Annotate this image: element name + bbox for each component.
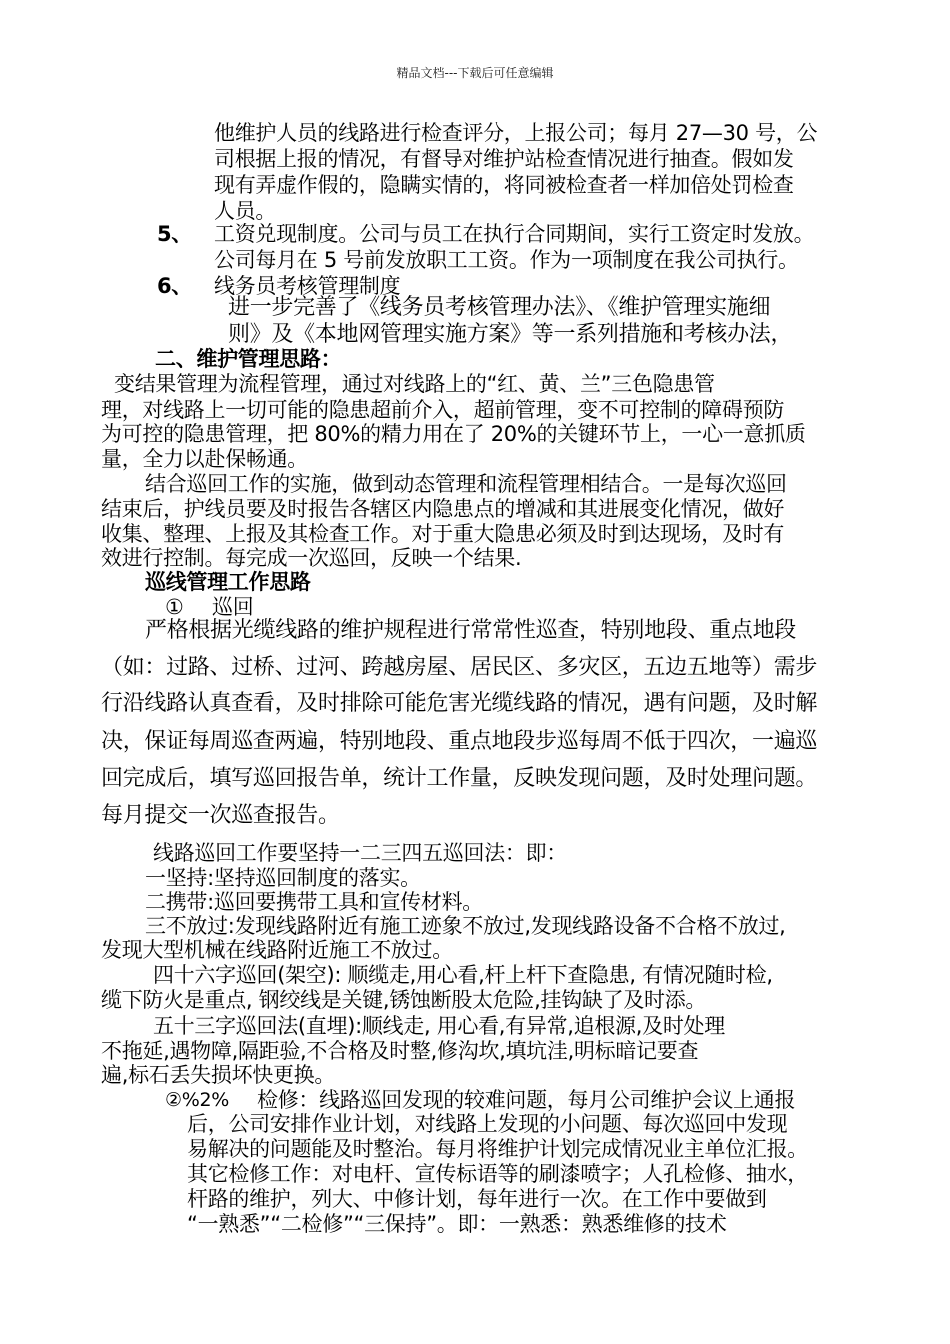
text-line: 理，对线路上一切可能的隐患超前介入，超前管理，变不可控制的障碍预防 [101, 398, 785, 422]
list-number: 5、 [157, 222, 193, 246]
text-line: （如：过路、过桥、过河、跨越房屋、居民区、多灾区，五边五地等）需步 [101, 655, 818, 680]
text-line: 三不放过:发现线路附近有施工迹象不放过,发现线路设备不合格不放过, [145, 914, 786, 938]
text-line: 行沿线路认真查看，及时排除可能危害光缆线路的情况，遇有问题，及时解 [101, 691, 818, 716]
circled-number: ① [165, 595, 184, 619]
text-line: 量，全力以赴保畅通。 [101, 447, 308, 471]
text-line: “一熟悉”“二检修”“三保持”。即：一熟悉：熟悉维修的技术 [187, 1212, 727, 1236]
text-line: 发现大型机械在线路附近施工不放过。 [101, 938, 453, 962]
text-line: 四十六字巡回(架空): 顺缆走,用心看,杆上杆下查隐患, 有情况随时检, [153, 963, 773, 987]
text-line: 现有弄虚作假的，隐瞒实情的，将同被检查者一样加倍处罚检查 [214, 173, 794, 197]
text-line: 结束后，护线员要及时报告各辖区内隐患点的增减和其进展变化情况，做好 [101, 497, 785, 521]
text-line: 变结果管理为流程管理，通过对线路上的“红、黄、兰”三色隐患管 [114, 372, 715, 396]
list-marker: ②%2% [165, 1089, 230, 1111]
text-line: 收集、整理、上报及其检查工作。对于重大隐患必须及时到达现场，及时有 [101, 522, 785, 546]
text-line: 则》及《本地网管理实施方案》等一系列措施和考核办法， [228, 322, 793, 347]
list-number: 6、 [157, 274, 193, 298]
text-line: 效进行控制。每完成一次巡回，反映一个结果. [101, 546, 522, 570]
text-line: 司根据上报的情况，有督导对维护站检查情况进行抽查。假如发 [214, 147, 794, 171]
text-line: 结合巡回工作的实施，做到动态管理和流程管理相结合。一是每次巡回 [145, 472, 787, 496]
text-line: 决，保证每周巡查两遍，特别地段、重点地段步巡每周不低于四次，一遍巡 [101, 729, 818, 754]
text-line: 杆路的维护，列大、中修计划，每年进行一次。在工作中要做到 [187, 1187, 767, 1211]
section-heading: 巡线管理工作思路 [145, 570, 311, 594]
text-line: 每月提交一次巡查报告。 [101, 803, 340, 828]
text-line: 其它检修工作：对电杆、宣传标语等的刷漆喷字；人孔检修、抽水， [187, 1162, 808, 1186]
text-line: 易解决的问题能及时整治。每月将维护计划完成情况业主单位汇报。 [187, 1137, 808, 1161]
text-line: 线路巡回工作要坚持一二三四五巡回法：即： [153, 841, 567, 865]
text-line: 一坚持:坚持巡回制度的落实。 [145, 866, 421, 890]
text-line: 回完成后，填写巡回报告单，统计工作量，反映发现问题，及时处理问题。 [101, 766, 818, 791]
text-line: 巡回 [212, 595, 254, 619]
text-line: 二携带:巡回要携带工具和宣传材料。 [145, 890, 483, 914]
text-line: 工资兑现制度。公司与员工在执行合同期间，实行工资定时发放。 [214, 222, 815, 246]
text-line: 后，公司安排作业计划，对线路上发现的小问题、每次巡回中发现 [187, 1112, 788, 1136]
text-line: 线务员考核管理制度 [214, 274, 401, 298]
text-line: 不拖延,遇物障,隔距验,不合格及时整,修沟坎,填坑洼,明标暗记要查 [101, 1039, 699, 1063]
text-line: 为可控的隐患管理，把 80%的精力用在了 20%的关键环节上，一心一意抓质 [101, 422, 806, 446]
page-header: 精品文档---下载后可任意编辑 [396, 66, 554, 80]
text-line: 进一步完善了《线务员考核管理办法》、《维护管理实施细 [228, 295, 771, 320]
text-line: 人员。 [214, 199, 277, 223]
text-line: 缆下防火是重点, 钢绞线是关键,锈蚀断股太危险,挂钩缺了及时添。 [101, 988, 707, 1012]
text-line: 他维护人员的线路进行检查评分，上报公司；每月 27—30 号，公 [214, 121, 818, 145]
text-line: 检修：线路巡回发现的较难问题，每月公司维护会议上通报 [257, 1088, 796, 1112]
text-line: 遍,标石丢失损坏快更换。 [101, 1063, 336, 1087]
text-line: 严格根据光缆线路的维护规程进行常常性巡查，特别地段、重点地段 [145, 618, 797, 643]
text-line: 五十三字巡回法(直埋):顺线走, 用心看,有异常,追根源,及时处理 [153, 1014, 725, 1038]
section-heading: 二、维护管理思路： [155, 347, 342, 371]
text-line: 公司每月在 5 号前发放职工工资。作为一项制度在我公司执行。 [214, 248, 799, 272]
